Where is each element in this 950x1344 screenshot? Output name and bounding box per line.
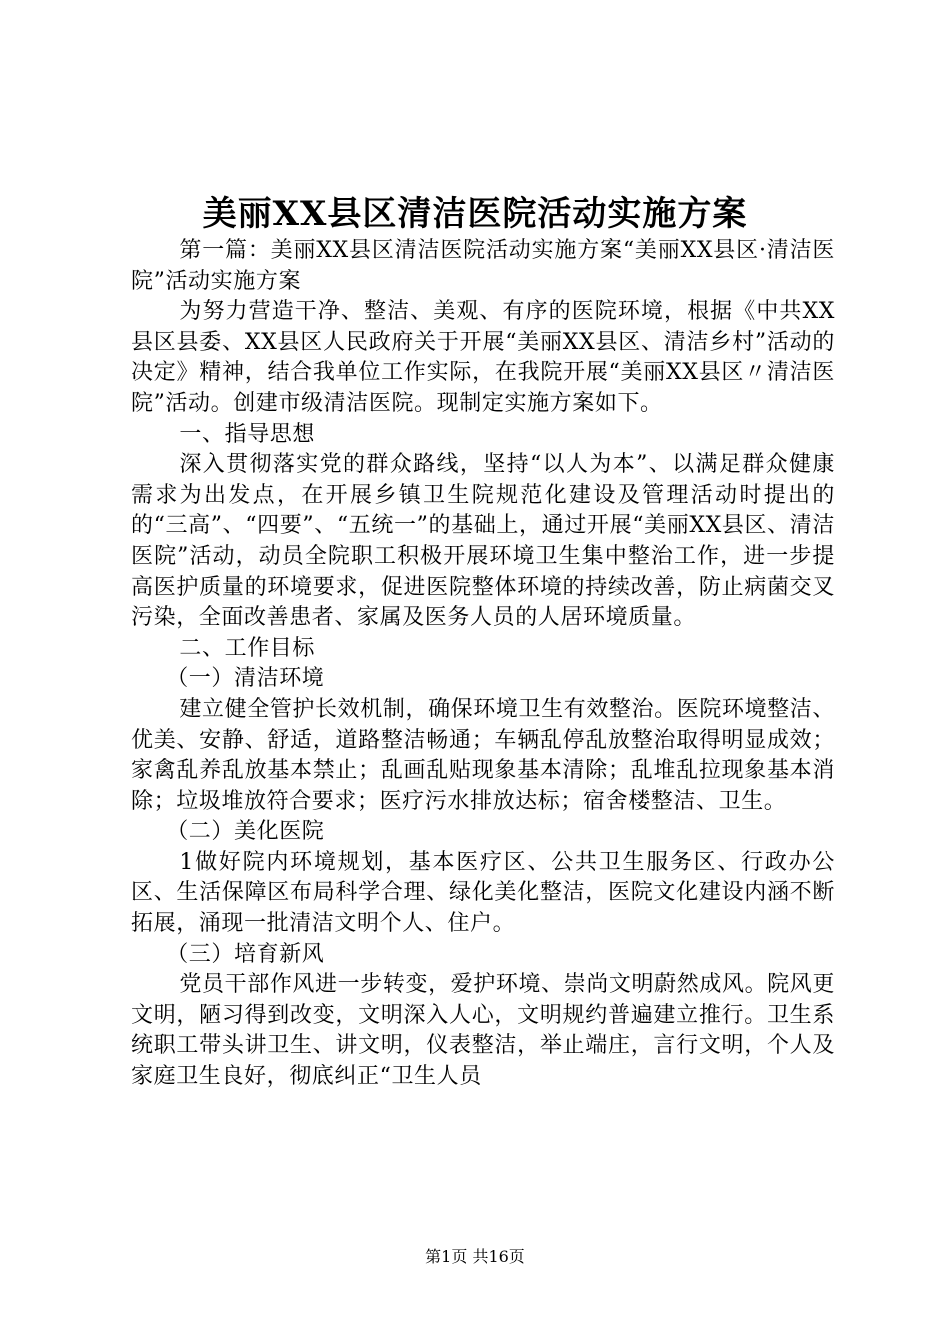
document-body <box>131 236 835 1093</box>
paragraph-new-customs: 党员干部作风进一步转变，爱护环境、崇尚文明蔚然成风。院风更文明，陋习得到改变，文明深入人心，文明规约普遍建立推行。卫生系统职工带头讲卫生、讲文明，仪表整洁，举止端庄，言行文明，个人及家庭卫生良好，彻底纠正“卫生人员 <box>131 972 835 1090</box>
document-title: 美丽XX县区清洁医院活动实施方案 <box>202 194 748 234</box>
subheading-beautify-hospital: （二）美化医院 <box>166 819 325 845</box>
paragraph-beautify-hospital: 1做好院内环境规划，基本医疗区、公共卫生服务区、行政办公区、生活保障区布局科学合理、绿化美化整洁，医院文化建设内涵不断拓展，涌现一批清洁文明个人、住户。 <box>131 849 835 937</box>
paragraph-guiding-ideology: 深入贯彻落实党的群众路线，坚持“以人为本”、以满足群众健康需求为出发点，在开展乡镇卫生院规范化建设及管理活动时提出的的“三高”、“四要”、“五统一”的基础上，通过开展“美丽XX县区、清洁医院”活动，动员全院职工积极开展环境卫生集中整治工作，进一步提高医护质量的环境要求，促进医院整体环境的持续改善，防止病菌交叉污染，全面改善患者、家属及医务人员的人居环境质量。 <box>131 452 835 631</box>
paragraph-clean-environment: 建立健全管护长效机制，确保环境卫生有效整治。医院环境整洁、优美、安静、舒适，道路整洁畅通；车辆乱停乱放整治取得明显成效；家禽乱养乱放基本禁止；乱画乱贴现象基本清除；乱堆乱拉现象基本消除；垃圾堆放符合要求；医疗污水排放达标；宿舍楼整洁、卫生。 <box>131 696 835 814</box>
subheading-clean-environment: （一）清洁环境 <box>166 666 325 692</box>
paragraph-purpose: 为努力营造干净、整洁、美观、有序的医院环境，根据《中共XX县区县委、XX县区人民政府关于开展“美丽XX县区、清洁乡村”活动的决定》精神，结合我单位工作实际，在我院开展“美丽XX县区〃清洁医院”活动。创建市级清洁医院。现制定实施方案如下。 <box>131 299 835 416</box>
section-heading-work-goals: 二、工作目标 <box>179 635 315 661</box>
paragraph-intro: 第一篇：美丽XX县区清洁医院活动实施方案“美丽XX县区·清洁医院”活动实施方案 <box>131 238 835 294</box>
subheading-new-customs: （三）培育新风 <box>166 941 325 967</box>
section-heading-guiding-ideology: 一、指导思想 <box>179 421 315 447</box>
page-footer: 第1页 共16页 <box>425 1247 525 1266</box>
